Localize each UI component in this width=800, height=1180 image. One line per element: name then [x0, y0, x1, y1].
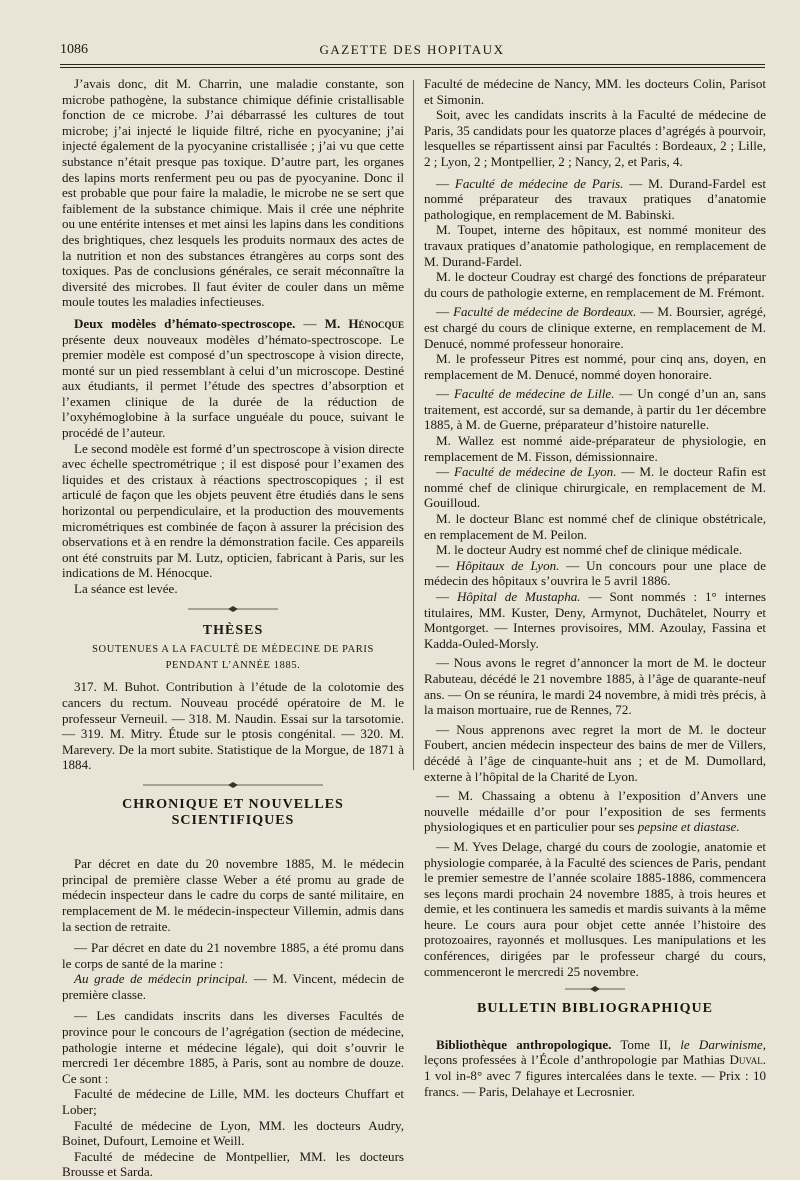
paragraph-charrin: J’avais donc, dit M. Charrin, une maladie constante, son microbe pathogène, la substance chimique définie cristallisable fonction de ce microbe. J’ai débarrassé les cultures de tout microbe; j’ai injecté le liquide filtré, riche en pyocyanine; j’ai injecté également de la pyocyanine cristallisée ; j’ai vu que cette substance n’était presque pas toxique. D’autre part, les organes des lapins morts renferment peu ou pas de pyocyanine. Donc il est probable que pour faire la maladie, le microbe ne se sert que faiblement de la substance chimique. Mais il crée une néphrite ou une entérite intenses et met ainsi les lapins dans les conditions des brightiques, chez lesquels les produits normaux des actes de la nutrition et non des substances étrangères au corps sont des toxiques. Pas de conclusions générales, ce serait méconnaître la diversité des microbes. Il faut éviter de couler dans un même moule toutes les maladies infectieuses.	[62, 76, 404, 310]
news-decree-marine: — Par décret en date du 21 novembre 1885, a été promu dans le corps de santé de la marine :	[62, 940, 404, 971]
news-wallez: M. Wallez est nommé aide-préparateur de physiologie, en remplacement de M. Fisson, démissionnaire.	[424, 433, 766, 464]
news-nancy: Faculté de médecine de Nancy, MM. les docteurs Colin, Parisot et Simonin.	[424, 76, 766, 107]
page-number: 1086	[60, 42, 88, 57]
news-paris-faculty: — Faculté de médecine de Paris. — M. Durand-Fardel est nommé préparateur des travaux pratiques d’anatomie pathologique, en remplacement de M. Babinski.	[424, 175, 766, 222]
news-lyon: Faculté de médecine de Lyon, MM. les docteurs Audry, Boinet, Dufourt, Lemoine et Weill.	[62, 1117, 404, 1149]
theses-list: 317. M. Buhot. Contribution à l’étude de la colotomie des cancers du rectum. Nouveau procédé opératoire de M. le professeur Verneuil. — 318. M. Naudin. Essai sur la tarsotomie. — 319. M. Mitry. Étude sur le ptosis congénital. — 320. M. Marevery. De la mort subite. Statistique de la Morgue, de 1871 à 1884.	[62, 679, 404, 773]
bulletin-heading: BULLETIN BIBLIOGRAPHIQUE	[477, 1001, 713, 1017]
theses-heading: THÈSES	[202, 622, 264, 638]
theses-subheading-year: PENDANT L’ANNÉE 1885.	[165, 659, 301, 671]
news-chassaing: — M. Chassaing a obtenu à l’exposition d’Anvers une nouvelle médaille d’or pour l’exposition de ses ferments physiologiques et en particulier pour ses pepsine et diastase.	[424, 788, 766, 835]
news-pitres: M. le professeur Pitres est nommé, pour cinq ans, doyen, en remplacement de M. Denucé, nommé doyen honoraire.	[424, 351, 766, 382]
news-mustapha: — Hôpital de Mustapha. — Sont nommés : 1° internes titulaires, MM. Kuster, Deny, Armynot, Duchâtelet, Nourry et Montgorget. — Internes provisoires, MM. Azoulay, Fassina et Kadda-Ouled-Morsly.	[424, 589, 767, 651]
biblio-entry: Bibliothèque anthropologique. Tome II, le Darwinisme, leçons professées à l’École d’anthropologie par Mathias Duval. 1 vol in-8° avec 7 figures intercalées dans le texte. — Prix : 10 francs. — Paris, Delahaye et Lecrosnier.	[424, 1036, 766, 1099]
news-bordeaux: — Faculté de médecine de Bordeaux. — M. Boursier, agrégé, est chargé du cours de clinique externe, en remplacement de M. Denucé, nommé professeur honoraire.	[424, 304, 766, 351]
news-coudray: M. le docteur Coudray est chargé des fonctions de préparateur du cours de pathologie externe, en remplacement de M. Frémont.	[424, 269, 766, 300]
news-lille-faculty: — Faculté de médecine de Lille. — Un congé d’un an, sans traitement, est accordé, sur sa demande, à partir du 1er décembre 1885, à M. de Guerne, préparateur d’histoire naturelle.	[424, 386, 766, 433]
ornament-divider-2	[143, 781, 323, 789]
column-rule	[413, 80, 414, 770]
news-toupet: M. Toupet, interne des hôpitaux, est nommé moniteur des travaux pratiques d’anatomie pathologique, en remplacement de M. Durand-Fardel.	[424, 222, 766, 269]
news-audry: M. le docteur Audry est nommé chef de clinique médicale.	[436, 542, 743, 558]
news-foubert: — Nous apprenons avec regret la mort de M. le docteur Foubert, ancien médecin inspecteur des bains de mer de Villers, décédé à l’âge de cinquante-huit ans ; et de M. Dumollard, externe à l’hôpital de la Charité de Lyon.	[424, 721, 766, 784]
header-rule	[60, 64, 765, 65]
news-hopitaux-lyon: — Hôpitaux de Lyon. — Un concours pour une place de médecin des hôpitaux s’ouvrira le 5 avril 1886.	[424, 557, 766, 589]
news-lille: Faculté de médecine de Lille, MM. les docteurs Chuffart et Lober;	[62, 1086, 404, 1118]
paragraph-second-model: Le second modèle est formé d’un spectroscope à vision directe avec échelle spectrométrique ; il est disposé pour l’examen des liquides et des cristaux à réactions spectroscopiques ; il est articulé de façon que les objets peuvent être étudiés dans le sens horizontal ou perpendiculaire, et la production des mouvements micrométriques est combinée de façon à assurer la précision des observations et à en rendre la démonstration facile. Ces appareils ont été construits par M. Lutz, opticien, fabricant à Paris, sur les indications de M. Hénocque.	[62, 440, 404, 581]
running-title: GAZETTE DES HOPITAUX	[319, 42, 505, 57]
header-rule-double	[60, 67, 765, 68]
news-total-candidats: Soit, avec les candidats inscrits à la Faculté de médecine de Paris, 35 candidats pour les quatorze places d’agrégés à pourvoir, lesquelles se répartissent ainsi par Facultés : Bordeaux, 2 ; Lille, 2 ; Lyon, 2 ; Montpellier, 2 ; Nancy, 2, et Paris, 4.	[424, 107, 766, 169]
ornament-divider-3	[565, 985, 625, 993]
news-decree-weber: Par décret en date du 20 novembre 1885, M. le médecin principal de première classe Weber a été promu au grade de médecin inspecteur dans le cadre du corps de santé militaire, en remplacement de M. le médecin-inspecteur Villemin, admis dans la section de retraite.	[62, 856, 404, 934]
left-column	[62, 76, 404, 1180]
chronique-heading: CHRONIQUE ET NOUVELLES SCIENTIFIQUES	[122, 796, 344, 828]
news-rabuteau: — Nous avons le regret d’annoncer la mort de M. le docteur Rabuteau, décédé le 21 novembre 1885, à l’âge de quarante-neuf ans. — On se réunira, le mardi 24 novembre, à midi très précis, à la maison mortuaire, rue de Rennes, 72.	[424, 655, 766, 718]
news-agregation: — Les candidats inscrits dans les diverses Facultés de province pour le concours de l’agrégation (section de médecine, pathologie interne et médecine légale), qui doit s’ouvrir le mercredi 1er décembre 1885, à Paris, sont au nombre de douze. Ce sont :	[62, 1008, 404, 1086]
article-title: Deux modèles d’hémato-spectroscope.	[74, 315, 296, 331]
news-vincent: Au grade de médecin principal. — M. Vincent, médecin de première classe.	[62, 971, 404, 1002]
news-lyon-faculty: — Faculté de médecine de Lyon. — M. le docteur Rafin est nommé chef de clinique chirurgicale, en remplacement de M. Gouilloud.	[424, 464, 767, 511]
news-montpellier: Faculté de médecine de Montpellier, MM. les docteurs Brousse et Sarda.	[62, 1148, 404, 1180]
right-column	[424, 76, 766, 1099]
article-author: M. Hénocque	[324, 315, 404, 331]
ornament-divider	[188, 605, 278, 613]
page-header	[60, 42, 764, 62]
paragraph-henocque-intro: Deux modèles d’hémato-spectroscope. — M. Hénocque présente deux nouveaux modèles d’hémato-spectroscope. Le premier modèle est composé d’un spectroscope à vision directe, monté sur un pied ressemblant à celui d’un microscope. Destiné aux étudiants, il permet l’étude des spectres d’absorption et l’examen clinique de la durée de la réduction de l’oxyhémoglobine à la surface unguéale du pouce, suivant le procédé de l’auteur.	[62, 315, 404, 441]
theses-subheading: SOUTENUES A LA FACULTÉ DE MÉDECINE DE PARIS	[92, 644, 374, 656]
news-delage: — M. Yves Delage, chargé du cours de zoologie, anatomie et physiologie comparée, à la Faculté des sciences de Paris, pendant le premier semestre de l’année scolaire 1885-1886, commencera ses leçons mardi prochain 24 novembre 1885, à trois heures et demie, et les continuera les samedis et mardis suivants à la même heure. Le cours aura pour objet cette année l’histoire des protozoaires, rayonnés et mollusques. Les manipulations et les conférences, dirigées par le professeur chargé du cours, commenceront le mercredi 25 novembre.	[424, 838, 766, 979]
paragraph-seance: La séance est levée.	[74, 581, 178, 596]
news-blanc: M. le docteur Blanc est nommé chef de clinique obstétricale, en remplacement de M. Peilon.	[424, 511, 766, 542]
